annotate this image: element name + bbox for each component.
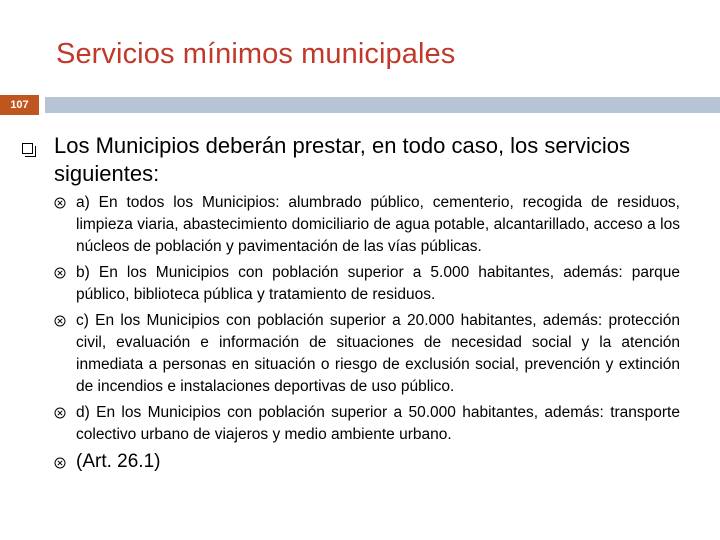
circled-x-bullet-icon bbox=[54, 197, 66, 209]
list-item bbox=[54, 402, 680, 446]
square-bullet-icon bbox=[22, 143, 33, 154]
circled-x-bullet-icon bbox=[54, 315, 66, 327]
list-item bbox=[54, 450, 680, 474]
list-item-text: b) En los Municipios con población superior a 5.000 habitantes, además: parque público, biblioteca pública y tratamiento de residuos. bbox=[76, 264, 680, 303]
article-reference: (Art. 26.1) bbox=[76, 451, 161, 472]
list-item-text: c) En los Municipios con población superior a 20.000 habitantes, además: protección civil, evaluación e información de situaciones de necesidad social y la atención inmediata a personas en situación o riesgo de exclusión social, prevención y extinción de incendios e instalaciones deportivas de uso público. bbox=[76, 312, 680, 395]
slide-number-badge: 107 bbox=[0, 95, 39, 115]
slide-title: Servicios mínimos municipales bbox=[56, 38, 456, 70]
list-item bbox=[54, 310, 680, 398]
sub-bullet-list bbox=[54, 192, 680, 478]
list-item-text: a) En todos los Municipios: alumbrado público, cementerio, recogida de residuos, limpieza viaria, abastecimiento domiciliario de agua potable, alcantarillado, acceso a los núcleos de población y pavimentación de las vías públicas. bbox=[76, 194, 680, 255]
circled-x-bullet-icon bbox=[54, 457, 66, 469]
header-bar bbox=[45, 97, 720, 113]
list-item-text: d) En los Municipios con población superior a 50.000 habitantes, además: transporte colectivo urbano de viajeros y medio ambiente urbano. bbox=[76, 404, 680, 443]
list-item bbox=[54, 192, 680, 258]
main-bullet-text: Los Municipios deberán prestar, en todo caso, los servicios siguientes: bbox=[54, 133, 630, 186]
list-item bbox=[54, 262, 680, 306]
circled-x-bullet-icon bbox=[54, 407, 66, 419]
circled-x-bullet-icon bbox=[54, 267, 66, 279]
